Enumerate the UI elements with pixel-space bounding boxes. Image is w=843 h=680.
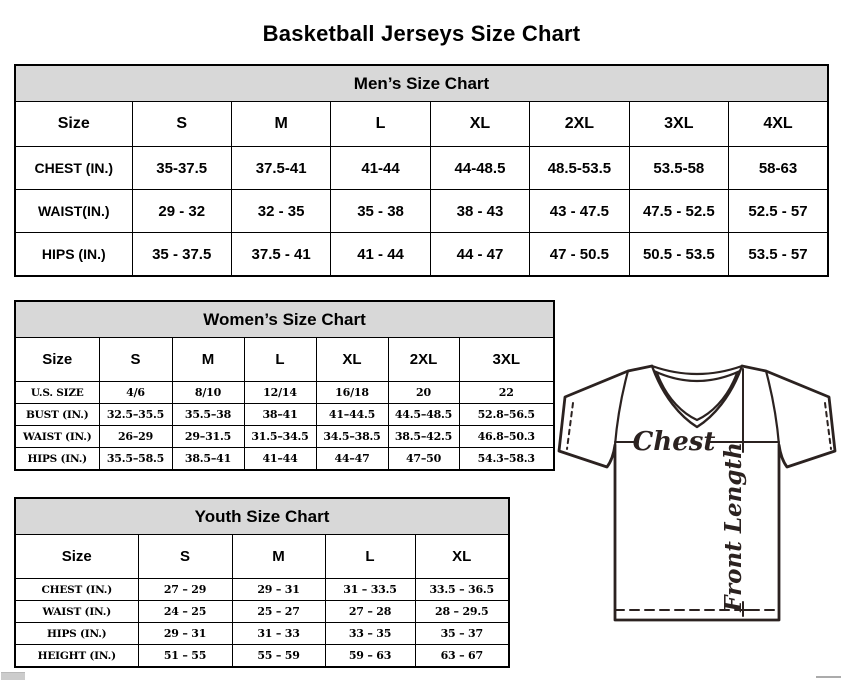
col-header: L: [331, 102, 430, 147]
cell: 41-44: [331, 147, 430, 190]
cell: 52.5 - 57: [729, 190, 828, 233]
cell: 29 - 32: [132, 190, 231, 233]
col-header: 3XL: [459, 338, 554, 382]
row-label: HIPS (IN.): [15, 623, 138, 645]
cell: 35-37.5: [132, 147, 231, 190]
page-title: Basketball Jerseys Size Chart: [262, 20, 581, 46]
cell: 44-48.5: [430, 147, 529, 190]
cell: 38–41: [244, 404, 316, 426]
col-header: S: [132, 102, 231, 147]
col-header: 2XL: [530, 102, 629, 147]
armhole-seam-left: [615, 371, 628, 445]
womens-size-table: [14, 300, 555, 471]
table-title-row: [15, 65, 828, 102]
cell: 47–50: [388, 448, 459, 471]
cell: 32.5–35.5: [99, 404, 172, 426]
col-header: XL: [316, 338, 388, 382]
cell: 31 – 33.5: [325, 579, 415, 601]
row-label: WAIST(IN.): [15, 190, 132, 233]
col-header: L: [325, 535, 415, 579]
col-header: 4XL: [729, 102, 828, 147]
col-header: Size: [15, 102, 132, 147]
cell: 27 – 28: [325, 601, 415, 623]
front-length-label: Front Length: [720, 442, 747, 612]
cell: 22: [459, 382, 554, 404]
table-row: [15, 382, 554, 404]
cell: 44 - 47: [430, 233, 529, 277]
cell: 25 – 27: [232, 601, 325, 623]
cell: 38 - 43: [430, 190, 529, 233]
cell: 53.5-58: [629, 147, 728, 190]
womens-header-row: [15, 338, 554, 382]
table-row: [15, 448, 554, 471]
table-row: [15, 645, 509, 668]
row-label: CHEST (IN.): [15, 147, 132, 190]
cell: 27 – 29: [138, 579, 232, 601]
row-label: HIPS (IN.): [15, 448, 99, 471]
cell: 20: [388, 382, 459, 404]
youth-size-chart: [14, 497, 510, 668]
cell: 44–47: [316, 448, 388, 471]
armhole-seam-right: [766, 371, 779, 445]
cell: 4/6: [99, 382, 172, 404]
row-label: WAIST (IN.): [15, 601, 138, 623]
cell: 35.5–38: [172, 404, 244, 426]
cell: 26–29: [99, 426, 172, 448]
table-title-row: [15, 498, 509, 535]
cell: 53.5 - 57: [729, 233, 828, 277]
cell: 35 - 37.5: [132, 233, 231, 277]
col-header: 2XL: [388, 338, 459, 382]
col-header: 3XL: [629, 102, 728, 147]
cell: 38.5–42.5: [388, 426, 459, 448]
jersey-outline: [559, 366, 835, 620]
youth-size-table: [14, 497, 510, 668]
cell: 12/14: [244, 382, 316, 404]
cell: 51 – 55: [138, 645, 232, 668]
womens-table-title: Women’s Size Chart: [15, 301, 554, 338]
cell: 44.5–48.5: [388, 404, 459, 426]
col-header: M: [231, 102, 330, 147]
cell: 41–44.5: [316, 404, 388, 426]
cell: 37.5 - 41: [231, 233, 330, 277]
cell: 59 – 63: [325, 645, 415, 668]
collar-top-arc: [652, 366, 742, 374]
row-label: U.S. SIZE: [15, 382, 99, 404]
youth-header-row: [15, 535, 509, 579]
row-label: CHEST (IN.): [15, 579, 138, 601]
col-header: L: [244, 338, 316, 382]
cell: 33.5 – 36.5: [415, 579, 509, 601]
cell: 48.5-53.5: [530, 147, 629, 190]
row-label: BUST (IN.): [15, 404, 99, 426]
cell: 47 - 50.5: [530, 233, 629, 277]
table-row: [15, 623, 509, 645]
cell: 63 – 67: [415, 645, 509, 668]
cell: 41–44: [244, 448, 316, 471]
table-title-row: [15, 301, 554, 338]
cell: 37.5-41: [231, 147, 330, 190]
row-label: HIPS (IN.): [15, 233, 132, 277]
col-header: XL: [430, 102, 529, 147]
cell: 35 – 37: [415, 623, 509, 645]
cell: 31.5–34.5: [244, 426, 316, 448]
cell: 28 – 29.5: [415, 601, 509, 623]
horizontal-scrollbar-right-fragment[interactable]: [816, 676, 841, 678]
row-label: WAIST (IN.): [15, 426, 99, 448]
table-row: [15, 579, 509, 601]
table-row: [15, 404, 554, 426]
cell: 38.5–41: [172, 448, 244, 471]
cell: 35 - 38: [331, 190, 430, 233]
mens-size-chart: [14, 64, 829, 277]
cell: 29–31.5: [172, 426, 244, 448]
cell: 46.8–50.3: [459, 426, 554, 448]
cell: 41 - 44: [331, 233, 430, 277]
cell: 43 - 47.5: [530, 190, 629, 233]
cell: 31 – 33: [232, 623, 325, 645]
mens-header-row: [15, 102, 828, 147]
cell: 47.5 - 52.5: [629, 190, 728, 233]
col-header: M: [172, 338, 244, 382]
cell: 29 – 31: [138, 623, 232, 645]
cell: 16/18: [316, 382, 388, 404]
col-header: Size: [15, 535, 138, 579]
cell: 58-63: [729, 147, 828, 190]
cell: 8/10: [172, 382, 244, 404]
table-row: [15, 426, 554, 448]
cell: 35.5–58.5: [99, 448, 172, 471]
table-row: [15, 233, 828, 277]
mens-table-title: Men’s Size Chart: [15, 65, 828, 102]
row-label: HEIGHT (IN.): [15, 645, 138, 668]
col-header: M: [232, 535, 325, 579]
cell: 34.5–38.5: [316, 426, 388, 448]
mens-size-table: [14, 64, 829, 277]
cell: 32 - 35: [231, 190, 330, 233]
youth-table-title: Youth Size Chart: [15, 498, 509, 535]
table-row: [15, 601, 509, 623]
collar-inner-arc: [654, 371, 740, 381]
cell: 55 – 59: [232, 645, 325, 668]
womens-size-chart: [14, 300, 555, 471]
col-header: S: [138, 535, 232, 579]
cell: 50.5 - 53.5: [629, 233, 728, 277]
cell: 52.8–56.5: [459, 404, 554, 426]
col-header: XL: [415, 535, 509, 579]
cell: 24 – 25: [138, 601, 232, 623]
jersey-diagram: [557, 359, 841, 649]
cell: 33 – 35: [325, 623, 415, 645]
col-header: S: [99, 338, 172, 382]
cell: 29 – 31: [232, 579, 325, 601]
cell: 54.3–58.3: [459, 448, 554, 471]
chest-label: Chest: [632, 427, 716, 457]
table-row: [15, 147, 828, 190]
table-row: [15, 190, 828, 233]
col-header: Size: [15, 338, 99, 382]
cuff-dashed-seam-left: [567, 403, 573, 449]
